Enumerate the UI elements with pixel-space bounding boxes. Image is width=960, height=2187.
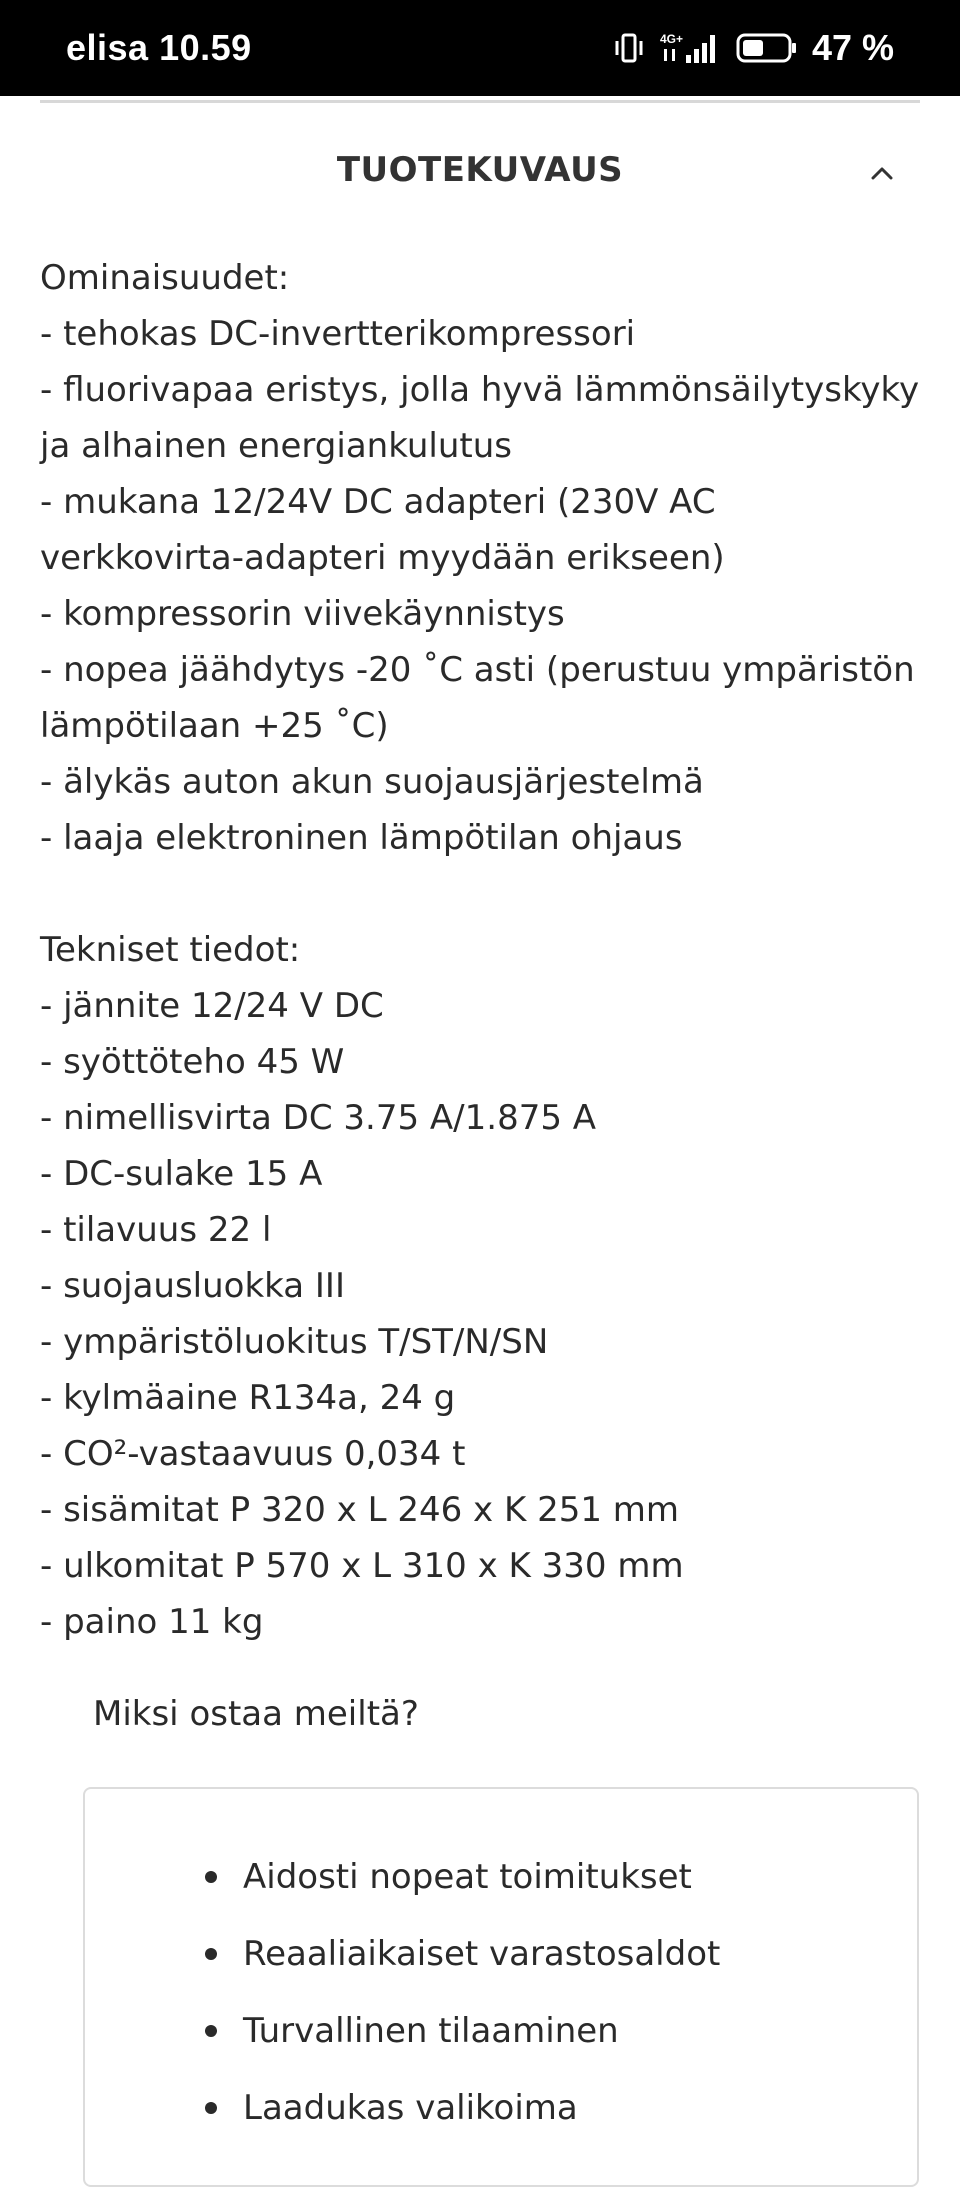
spec-item: - DC-sulake 15 A xyxy=(40,1154,323,1194)
why-buy-list xyxy=(205,1849,720,2157)
feature-item: - fluorivapaa eristys, jolla hyvä lämmönsäilytyskyky ja alhainen energiankulutus xyxy=(40,370,920,466)
product-description xyxy=(40,250,930,1650)
vibrate-icon xyxy=(612,31,646,65)
list-item xyxy=(205,1926,720,2003)
feature-item: - laaja elektroninen lämpötilan ohjaus xyxy=(40,818,683,858)
status-bar-right xyxy=(612,27,894,69)
bullet-icon xyxy=(205,1871,217,1883)
list-item xyxy=(205,1849,720,1926)
feature-item: - kompressorin viivekäynnistys xyxy=(40,594,565,634)
spec-item: - suojausluokka III xyxy=(40,1266,345,1306)
specs-heading: Tekniset tiedot: xyxy=(40,930,301,970)
chevron-up-icon[interactable] xyxy=(862,154,902,194)
bullet-icon xyxy=(205,1948,217,1960)
spec-item: - nimellisvirta DC 3.75 A/1.875 A xyxy=(40,1098,597,1138)
spec-item: - kylmäaine R134a, 24 g xyxy=(40,1378,456,1418)
list-item-label: Laadukas valikoima xyxy=(243,2088,578,2128)
list-item xyxy=(205,2080,720,2157)
spec-item: - syöttöteho 45 W xyxy=(40,1042,345,1082)
feature-item: - mukana 12/24V DC adapteri (230V AC verkkovirta-adapteri myydään erikseen) xyxy=(40,482,725,578)
list-item-label: Turvallinen tilaaminen xyxy=(243,2011,619,2051)
product-description-header[interactable] xyxy=(40,150,920,210)
bullet-icon xyxy=(205,2025,217,2037)
clock: 10.59 xyxy=(159,27,252,68)
bullet-icon xyxy=(205,2102,217,2114)
list-item-label: Reaaliaikaiset varastosaldot xyxy=(243,1934,721,1974)
section-divider xyxy=(40,100,920,103)
spec-item: - jännite 12/24 V DC xyxy=(40,986,384,1026)
feature-item: - nopea jäähdytys -20 ˚C asti (perustuu ympäristön lämpötilaan +25 ˚C) xyxy=(40,650,915,746)
battery-icon xyxy=(736,31,798,65)
list-item-label: Aidosti nopeat toimitukset xyxy=(243,1857,692,1897)
spec-item: - ulkomitat P 570 x L 310 x K 330 mm xyxy=(40,1546,684,1586)
spec-item: - CO²-vastaavuus 0,034 t xyxy=(40,1434,466,1474)
why-buy-card xyxy=(83,1787,919,2187)
spec-item: - tilavuus 22 l xyxy=(40,1210,272,1250)
feature-item: - älykäs auton akun suojausjärjestelmä xyxy=(40,762,704,802)
spec-item: - ympäristöluokitus T/ST/N/SN xyxy=(40,1322,549,1362)
status-bar xyxy=(0,0,960,96)
carrier-name: elisa xyxy=(66,27,149,68)
why-buy-title: Miksi ostaa meiltä? xyxy=(93,1694,419,1734)
battery-percent: 47 % xyxy=(811,27,894,68)
spec-item: - paino 11 kg xyxy=(40,1602,264,1642)
spec-item: - sisämitat P 320 x L 246 x K 251 mm xyxy=(40,1490,680,1530)
paragraph-gap xyxy=(40,866,930,922)
section-title: TUOTEKUVAUS xyxy=(336,150,624,190)
network-type: 4G+ xyxy=(659,32,683,46)
status-bar-left xyxy=(66,27,252,69)
list-item xyxy=(205,2003,720,2080)
feature-item: - tehokas DC-invertterikompressori xyxy=(40,314,636,354)
signal-icon xyxy=(660,31,722,65)
features-heading: Ominaisuudet: xyxy=(40,258,290,298)
